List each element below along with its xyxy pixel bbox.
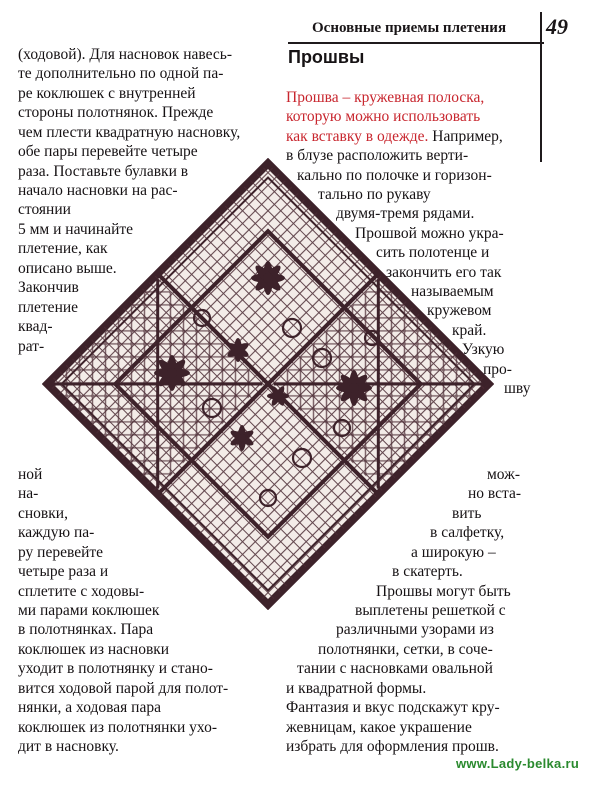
- text-line: жевницам, какое украшение: [286, 719, 472, 736]
- text-line: про-: [483, 361, 512, 378]
- text-line: называемым: [411, 283, 494, 300]
- text-line: и квадратной формы.: [286, 680, 427, 697]
- text-line: начало насновки на рас-: [18, 182, 178, 199]
- text-line: чем плести квадратную насновку,: [18, 124, 241, 141]
- text-line: ре коклюшек с внутренней: [18, 85, 196, 102]
- text-line: избрать для оформления прошв.: [286, 738, 499, 755]
- lead-red-line: которую можно использовать: [286, 108, 481, 125]
- text-line: сновки,: [18, 505, 68, 522]
- text-line: ру перевейте: [18, 544, 104, 561]
- text-line: на-: [18, 485, 39, 502]
- lead-mixed-line: [286, 127, 503, 146]
- text-line: мож-: [487, 466, 521, 483]
- text-line: описано выше.: [18, 260, 117, 277]
- text-line: коклюшек из полотнянки ухо-: [18, 719, 217, 736]
- section-title: Прошвы: [288, 47, 365, 67]
- header-vertical-rule: [540, 12, 542, 162]
- text-line: стоянии: [18, 201, 71, 218]
- text-line: вится ходовой парой для полот-: [18, 680, 229, 697]
- text-line: (ходовой). Для насновок навесь-: [18, 46, 232, 63]
- text-line: двумя-тремя рядами.: [336, 205, 475, 222]
- running-header-title: Основные приемы плетения: [312, 20, 507, 36]
- text-line: закончить его так: [386, 264, 502, 281]
- text-line: ной: [18, 466, 43, 483]
- footer-website-url: www.Lady-belka.ru: [456, 756, 580, 771]
- text-line: Прошвы могут быть: [376, 583, 511, 600]
- text-line: кружевом: [427, 302, 492, 319]
- text-line: обе пары перевейте четыре: [18, 143, 198, 160]
- text-line: вить: [452, 505, 482, 522]
- page-number: 49: [546, 14, 568, 39]
- lead-tail-span: Например,: [428, 128, 503, 145]
- text-line: плетение, как: [18, 240, 108, 257]
- text-line: в блузе расположить верти-: [286, 147, 469, 164]
- lead-red-span: как вставку в одежде.: [286, 128, 429, 145]
- header-rule: [288, 42, 544, 44]
- text-line: различными узорами из: [336, 621, 494, 638]
- text-line: 5 мм и начинайте: [18, 221, 134, 238]
- text-line: стороны полотнянок. Прежде: [18, 104, 214, 121]
- lead-red-line: Прошва – кружевная полоска,: [286, 89, 485, 106]
- text-line: сить полотенце и: [376, 244, 490, 261]
- text-line: шву: [504, 380, 531, 397]
- text-line: край.: [452, 322, 487, 339]
- text-line: сплетите с ходовы-: [18, 583, 145, 600]
- text-line: Закончив: [18, 279, 79, 296]
- text-line: в салфетку,: [430, 524, 505, 541]
- text-line: нянки, а ходовая пара: [18, 699, 161, 716]
- text-line: полотнянки, сетки, в соче-: [318, 641, 493, 658]
- text-line: раза. Поставьте булавки в: [18, 163, 189, 180]
- text-line: а широкую –: [411, 544, 496, 561]
- text-line: рат-: [18, 338, 45, 355]
- text-line: плетение: [18, 299, 79, 316]
- text-line: но вста-: [468, 485, 522, 502]
- text-line: в полотнянках. Пара: [18, 621, 154, 638]
- text-line: квад-: [18, 318, 53, 335]
- text-line: тании с насновками овальной: [297, 660, 493, 677]
- text-line: те дополнительно по одной па-: [18, 65, 224, 82]
- text-line: ми парами коклюшек: [18, 602, 160, 619]
- text-line: тально по рукаву: [318, 186, 431, 203]
- text-line: дит в насновку.: [18, 738, 119, 755]
- text-line: Узкую: [462, 341, 505, 358]
- text-line: Фантазия и вкус подскажут кру-: [286, 699, 500, 716]
- text-line: коклюшек из насновки: [18, 641, 170, 658]
- text-line: каждую па-: [18, 524, 95, 541]
- text-line: уходит в полотнянку и стано-: [18, 660, 213, 677]
- text-line: четыре раза и: [18, 563, 109, 580]
- text-line: кально по полочке и горизон-: [297, 167, 492, 184]
- text-line: Прошвой можно укра-: [355, 225, 504, 242]
- text-line: выплетены решеткой с: [355, 602, 506, 619]
- text-line: в скатерть.: [392, 563, 463, 580]
